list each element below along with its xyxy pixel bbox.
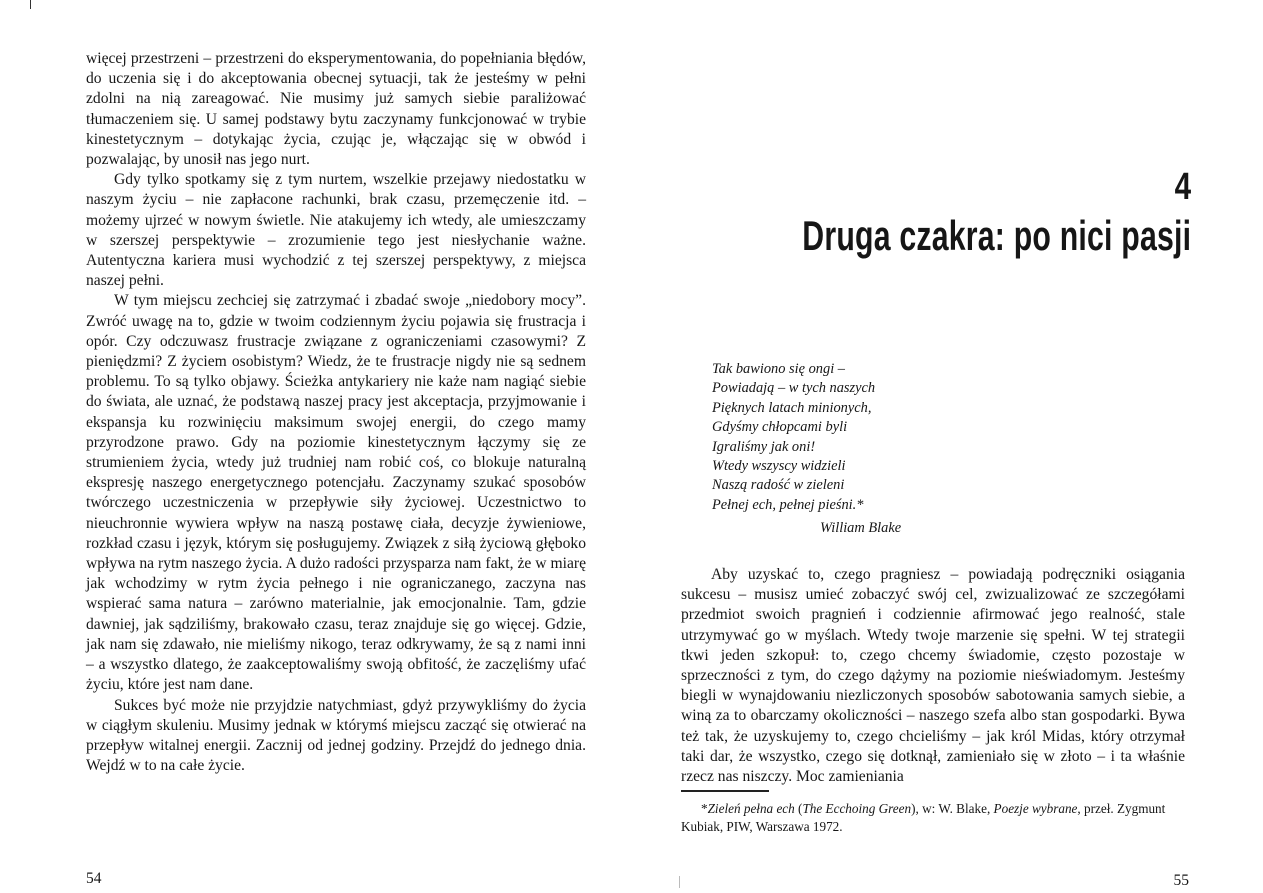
epigraph-line: Pełnej ech, pełnej pieśni.* — [712, 496, 864, 513]
epigraph — [712, 360, 1032, 539]
left-paragraph-2: Gdy tylko spotkamy się z tym nurtem, wszelkie przejawy niedostatku w naszym życiu – nie zapłacone rachunki, brak czasu, przemęczenie itd. – możemy ujrzeć w nowym świetle. Nie atakujemy ich wtedy, ale umieszczamy w szerszej perspektywie – zrozumienie tego jest niesłychanie ważne. Autentyczna kariera musi wychodzić z tej szerszej perspektywy, z miejsca naszej pełni. — [86, 171, 586, 290]
page-number-left: 54 — [86, 870, 102, 887]
left-page — [0, 0, 631, 893]
epigraph-line: Tak bawiono się ongi – — [712, 361, 845, 377]
epigraph-line: Powiadają – w tych naszych — [712, 380, 876, 397]
footnote-source-prefix: w: W. Blake, — [922, 801, 991, 816]
epigraph-line: Pięknych latach minionych, — [712, 399, 872, 416]
left-paragraph-3: W tym miejscu zechciej się zatrzymać i zbadać swoje „niedobory mocy”. Zwróć uwagę na to, gdzie w twoim codziennym życiu pojawia się frustracja i opór. Czy odczuwasz frustracje związane z ograniczeniami czasowymi? Z pieniędzmi? Z życiem osobistym? Wiedz, że te frustracje nigdy nie są sednem problemu. To są tylko objawy. Ścieżka antykariery nie każe nam nagiąć siebie do świata, ale uznać, że podstawą naszej pracy jest akceptacja, przyjmowanie i ekspansja ku rozwinięciu maksimum swojej energii, do czego mamy przyrodzone prawo. Gdy na poziomie kinestetycznym łączymy się ze strumieniem życia, wtedy już trudniej nam robić coś, co blokuje naturalną ekspresję naszego energetycznego potencjału. Zaczynamy szukać sposobów twórczego uczestniczenia w przepływie siły życiowej. Uczestnictwo to nieuchronnie wywiera wpływ na naszą postawę ciała, decyzje żywieniowe, rozkład czasu i język, którym się posługujemy. Związek z siłą życiową głęboko wpływa na rytm naszego życia. A dużo radości przysparza nam fakt, że w miarę jak wchodzimy w rytm życia pełnego i nie ograniczanego, zaczyna nas wspierać sama natura – zarówno materialnie, jak emocjonalnie. Tam, gdzie dawniej, jak sądziliśmy, brakowało czasu, teraz znajduje się go więcej. Gdzie, jak nam się zdawało, nie mieliśmy nikogo, teraz odkrywamy, że są z nami inni – a wszystko dlatego, że zaakceptowaliśmy swoją obfitość, że zaczęliśmy ufać życiu, które jest nam dane. — [86, 292, 586, 694]
epigraph-line: Wtedy wszyscy widzieli — [712, 458, 846, 475]
footnote-book: Poezje wybrane — [993, 801, 1078, 816]
footnote-original-title: The Ecchoing Green — [802, 801, 912, 816]
chapter-title: Druga czakra: po nici pasji — [802, 212, 1191, 259]
page-number-right: 55 — [1173, 872, 1189, 889]
footnote: *Zieleń pełna ech (The Ecchoing Green), w: W. Blake, Poezje wybrane, przeł. Zygmunt Kubiak, PIW, Warszawa 1972. — [681, 801, 1166, 834]
epigraph-line: Naszą radość w zieleni — [712, 477, 845, 494]
chapter-number: 4 — [1174, 166, 1191, 208]
epigraph-line: Gdyśmy chłopcami byli — [712, 419, 848, 436]
right-body-text — [681, 565, 1185, 787]
footnote-title: Zieleń pełna ech — [707, 801, 795, 816]
left-paragraph-1: więcej przestrzeni – przestrzeni do eksperymentowania, do popełniania błędów, do uczenia się i do akceptowania obecnej sytuacji, tak że jesteśmy w pełni zdolni na nią zareagować. Nie musimy już samych siebie paraliżować tłumaczeniem się. U samej podstawy bytu zaczynamy funkcjonować w trybie kinestetycznym – dotykając życia, czując je, włączając się w obwód i pozwalając, by unosił nas jego nurt. — [86, 50, 586, 169]
right-paragraph-1: Aby uzyskać to, czego pragniesz – powiadają podręczniki osiągania sukcesu – musisz umieć zobaczyć swój cel, zwizualizować ze szczegółami przedmiot swoich pragnień i codziennie afirmować jego realność, stale utrzymywać go w myślach. Wtedy twoje marzenie się spełni. W tej strategii tkwi jeden szkopuł: to, czego chcemy świadomie, często pozostaje w sprzeczności z tym, do czego dążymy na poziomie nieświadomym. Jesteśmy biegli w wynajdowaniu niezliczonych sposobów sabotowania samych siebie, a winą za to obarczamy okoliczności – naszego szefa albo stan gospodarki. Bywa też tak, że uzyskujemy to, czego chcieliśmy – jak król Midas, który otrzymał taki dar, że wszystko, czego się dotknął, zamieniało się w złoto – i ta właśnie rzecz nas niszczy. Moc zamieniania — [681, 566, 1185, 786]
epigraph-author: William Blake — [820, 520, 902, 537]
footnote-details: przeł. Zygmunt Kubiak, PIW, Warszawa 1972. — [681, 801, 1166, 834]
footnote-divider — [681, 790, 769, 792]
epigraph-line: Igraliśmy jak oni! — [712, 438, 816, 455]
scan-gutter-mark — [679, 876, 680, 888]
footnote-marker: * — [701, 801, 708, 816]
scan-edge-mark — [30, 0, 31, 9]
left-body-text — [86, 49, 586, 776]
left-paragraph-4: Sukces być może nie przyjdzie natychmiast, gdyż przywykliśmy do życia w ciągłym skuleniu. Musimy jednak w którymś miejscu zacząć się otwierać na przepływ witalnej energii. Zacznij od jednej godziny. Przejdź do jednego dnia. Wejdź w to na całe życie. — [86, 696, 586, 775]
